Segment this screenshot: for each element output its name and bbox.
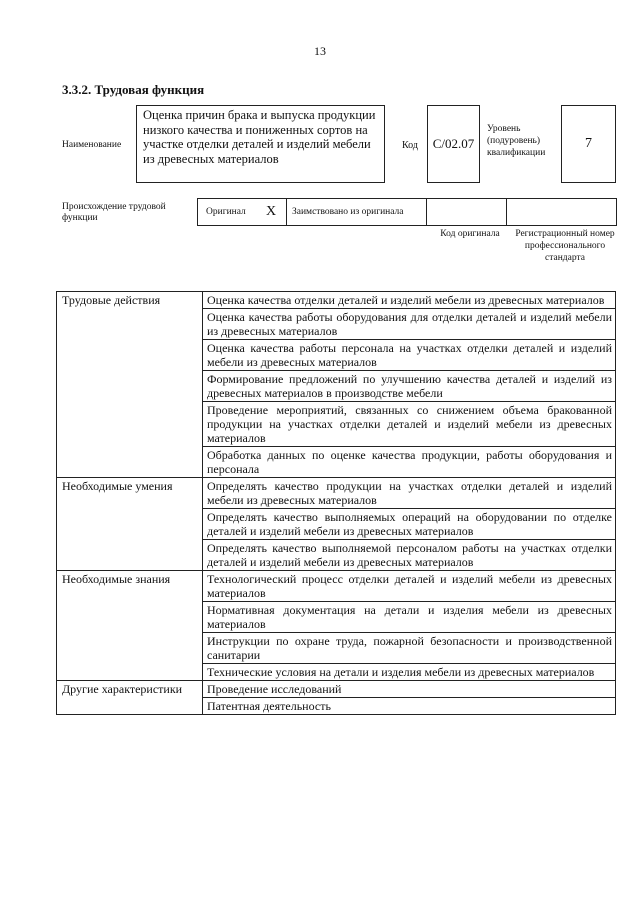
item-cell: Патентная деятельность <box>203 698 616 715</box>
item-cell: Формирование предложений по улучшению качества деталей и изделий из древесных материалов в производстве мебели <box>203 371 616 402</box>
level-box: 7 <box>561 105 616 183</box>
table-row <box>57 681 616 698</box>
item-cell: Проведение исследований <box>203 681 616 698</box>
table-row <box>57 478 616 509</box>
item-cell: Оценка качества отделки деталей и изделий мебели из древесных материалов <box>203 292 616 309</box>
item-cell: Проведение мероприятий, связанных со снижением объема бракованной продукции на участках отделки деталей и изделий мебели из древесных материалов <box>203 402 616 447</box>
item-cell: Определять качество выполняемой персоналом работы на участках отделки деталей и изделий мебели из древесных материалов <box>203 540 616 571</box>
category-cell: Другие характеристики <box>57 681 203 715</box>
origin-row <box>197 198 617 226</box>
item-cell: Оценка качества работы оборудования для отделки деталей и изделий мебели из древесных материалов <box>203 309 616 340</box>
item-cell: Технологический процесс отделки деталей и изделий мебели из древесных материалов <box>203 571 616 602</box>
section-title: 3.3.2. Трудовая функция <box>62 82 205 97</box>
item-cell: Обработка данных по оценке качества продукции, работы оборудования и персонала <box>203 447 616 478</box>
table-row <box>57 571 616 602</box>
original-mark: X <box>266 204 277 219</box>
item-cell: Оценка качества работы персонала на участках отделки деталей и изделий мебели из древесных материалов <box>203 340 616 371</box>
category-cell: Необходимые знания <box>57 571 203 681</box>
level-label: Уровень (подуровень) квалификации <box>487 124 546 158</box>
table-row <box>57 292 616 309</box>
borrowed-cell <box>287 198 427 226</box>
item-cell: Технические условия на детали и изделия мебели из древесных материалов <box>203 664 616 681</box>
original-code-cell <box>427 198 507 226</box>
labor-function-table <box>56 291 616 715</box>
item-cell: Инструкции по охране труда, пожарной безопасности и производственной санитарии <box>203 633 616 664</box>
category-cell: Трудовые действия <box>57 292 203 478</box>
original-label: Оригинал <box>206 207 246 217</box>
function-name-box: Оценка причин брака и выпуска продукции низкого качества и пониженных сортов на участке отделки деталей и изделий мебели из древесных материалов <box>136 105 385 183</box>
registration-caption: Регистрационный номер профессионального стандарта <box>515 229 615 263</box>
page-number: 13 <box>314 44 326 58</box>
item-cell: Нормативная документация на детали и изделия мебели из древесных материалов <box>203 602 616 633</box>
code-caption: Код оригинала <box>440 229 500 239</box>
item-cell: Определять качество продукции на участках отделки деталей и изделий мебели из древесных материалов <box>203 478 616 509</box>
original-cell <box>197 198 287 226</box>
origin-label: Происхождение трудовой функции <box>62 202 166 223</box>
category-cell: Необходимые умения <box>57 478 203 571</box>
code-label: Код <box>402 140 418 151</box>
item-cell: Определять качество выполняемых операций на оборудовании по отделке деталей и изделий мебели из древесных материалов <box>203 509 616 540</box>
borrowed-label: Заимствовано из оригинала <box>292 207 404 217</box>
code-box: C/02.07 <box>427 105 480 183</box>
registration-number-cell <box>507 198 617 226</box>
name-label: Наименование <box>62 140 122 150</box>
